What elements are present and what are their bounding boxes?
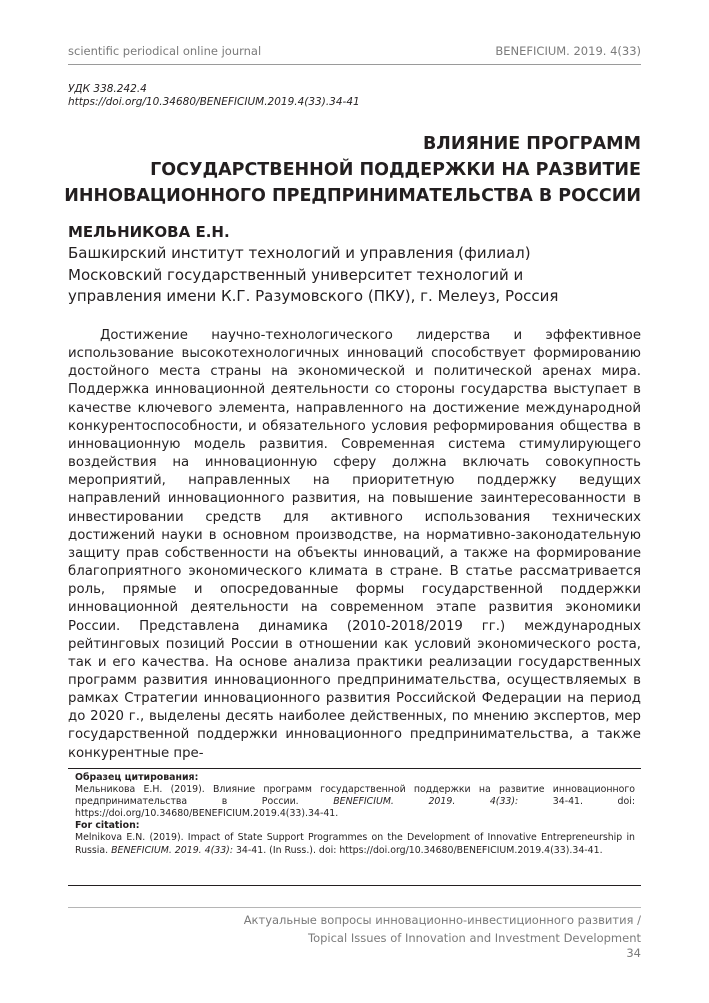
journal-issue: BENEFICIUM. 2019. 4(33) xyxy=(495,44,641,58)
running-footer xyxy=(244,912,641,947)
footer-divider xyxy=(68,907,641,908)
citation-ru-pages-doi: 34-41. doi: https://doi.org/10.34680/BENEFICIUM.2019.4(33).34-41. xyxy=(75,796,635,820)
article-identifiers xyxy=(68,83,360,109)
title-line: ВЛИЯНИЕ ПРОГРАММ xyxy=(422,134,641,154)
title-line: ГОСУДАРСТВЕННОЙ ПОДДЕРЖКИ НА РАЗВИТИЕ xyxy=(150,160,641,180)
doi-link[interactable]: https://doi.org/10.34680/BENEFICIUM.2019.4(33).34-41 xyxy=(68,96,360,108)
citation-en-pages-doi: 34-41. (In Russ.). doi: https://doi.org/10.34680/BENEFICIUM.2019.4(33).34-41. xyxy=(232,844,603,856)
citation-ru-authors-title: Мельникова Е.Н. (2019). Влияние программ государственной поддержки на развитие инновационного предпринимательства в России. xyxy=(75,784,635,808)
journal-name-en: Topical Issues of Innovation and Investment Development xyxy=(308,930,641,945)
affiliation-line: Башкирский институт технологий и управления (филиал) xyxy=(68,244,531,262)
author-name: МЕЛЬНИКОВА Е.Н. xyxy=(68,223,230,241)
citation-ru-label: Образец цитирования: xyxy=(75,772,199,783)
citation-en-label: For citation: xyxy=(75,820,140,832)
journal-tagline: scientific periodical online journal xyxy=(68,44,262,58)
udk-code: УДК 338.242.4 xyxy=(68,83,147,95)
page-number: 34 xyxy=(626,946,641,960)
journal-name-ru: Актуальные вопросы инновационно-инвестиционного развития / xyxy=(243,913,641,927)
header-divider xyxy=(68,64,641,65)
affiliation-line: управления имени К.Г. Разумовского (ПКУ), г. Мелеуз, Россия xyxy=(68,287,559,305)
citation-en-authors-title: Melnikova E.N. (2019). Impact of State Support Programmes on the Development of Innovative Entrepreneurship in Russia. xyxy=(75,832,635,856)
citation-en-journal: BENEFICIUM. 2019. 4(33): xyxy=(111,844,233,856)
author-affiliation xyxy=(68,243,648,308)
citation-ru-journal: BENEFICIUM. 2019. 4(33): xyxy=(333,796,519,808)
abstract-text: Достижение научно-технологического лидерства и эффективное использование высокотехнологичных инноваций способствует формированию достойного места страны на экономической и политической аренах мира. Поддержка инновационной деятельности со стороны государства выступает в качестве ключевого элемента, направленного на достижение международной конкурентоспособности, и обязательного условия реформирования общества в инновационную модель развития. Современная система стимулирующего воздействия на инновационную сферу должна включать совокупность мероприятий, направленных на приоритетную поддержку ведущих направлений инновационного развития, на повышение заинтересованности в инвестировании средств для активного использования технических достижений науки в основном производстве, на нормативно-законодательную защиту прав собственности на объекты инноваций, а также на формирование благоприятного экономического климата в стране. В статье рассматривается роль, прямые и опосредованные формы государственной поддержки инновационной деятельности на современном этапе развития экономики России. Представлена динамика (2010-2018/2019 гг.) международных рейтинговых позиций России в отношении как условий экономического роста, так и его качества. На основе анализа практики реализации государственных программ развития инновационного предпринимательства, осуществляемых в рамках Стратегии инновационного развития Российской Федерации на период до 2020 г., выделены десять наиболее действенных, по мнению экспертов, мер государственной поддержки инновационного предпринимательства, а также конкурентные пре- xyxy=(68,328,641,761)
title-line: ИННОВАЦИОННОГО ПРЕДПРИНИМАТЕЛЬСТВА В РОССИИ xyxy=(64,186,641,206)
citation-bottom-divider xyxy=(68,885,641,886)
citation-ru-text xyxy=(75,784,635,820)
article-title xyxy=(61,131,641,209)
citation-top-divider xyxy=(68,768,641,769)
citation-block xyxy=(75,772,635,857)
citation-en-text xyxy=(75,832,635,856)
affiliation-line: Московский государственный университет технологий и xyxy=(68,265,524,284)
